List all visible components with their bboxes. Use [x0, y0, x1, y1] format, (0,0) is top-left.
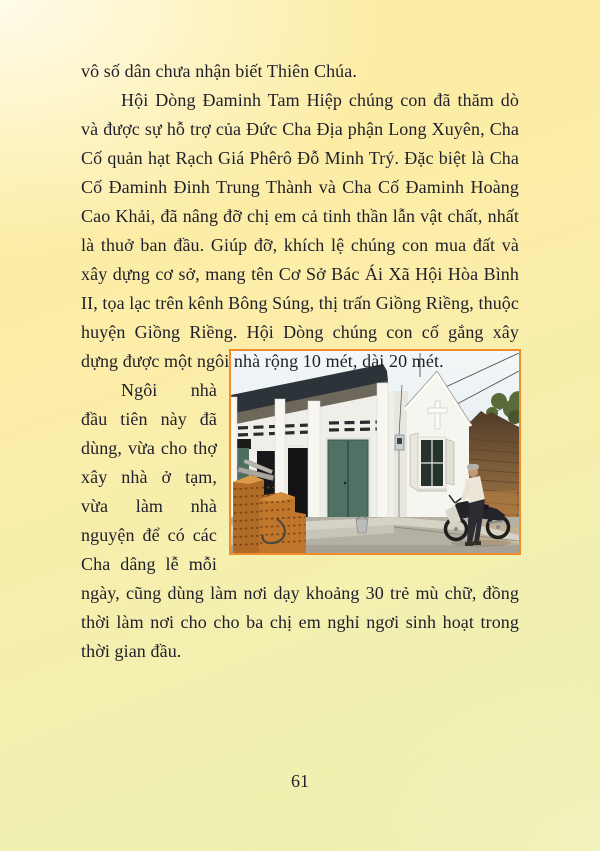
page-number: 61: [291, 771, 309, 791]
house-photo-graphic: [231, 351, 519, 553]
bucket: [356, 517, 368, 533]
paragraph-1: vô số dân chưa nhận biết Thiên Chúa.: [81, 61, 357, 81]
paragraph-3: [81, 376, 519, 666]
paragraph-2: Hội Dòng Đaminh Tam Hiệp chúng con đã thăm dò và được sự hỗ trợ của Đức Cha Địa phận Long Xuyên, Cha Cố quản hạt Rạch Giá Phêrô Đỗ Minh Trý. Đặc biệt là Cha Cố Đaminh Đinh Trung Thành và Cha Cố Đaminh Hoàng Cao Khải, đã nâng đỡ chị em cả tinh thần lẫn vật chất, nhất là thuở ban đầu. Giúp đỡ, khích lệ chúng con mua đất và xây dựng cơ sở, mang tên Cơ Sở Bác Ái Xã Hội Hòa Bình II, tọa lạc trên kênh Bông Súng, thị trấn Giồng Riềng, thuộc huyện Giồng Riềng. Hội Dòng chúng con cố gắng xây dựng được một ngôi nhà rộng 10 mét, dài 20 mét.: [81, 90, 519, 371]
paragraph-3-text: Ngôi nhà đầu tiên này đã dùng, vừa cho thợ xây nhà ở tạm, vừa làm nhà nguyện để có các Cha dâng lễ mỗi ngày, cũng dùng làm nơi dạy khoảng 30 trẻ mù chữ, đồng thời làm nơi cho cho ba chị em nghỉ ngơi sinh hoạt trong thời gian đầu.: [81, 380, 519, 661]
inline-photo: [229, 349, 521, 555]
